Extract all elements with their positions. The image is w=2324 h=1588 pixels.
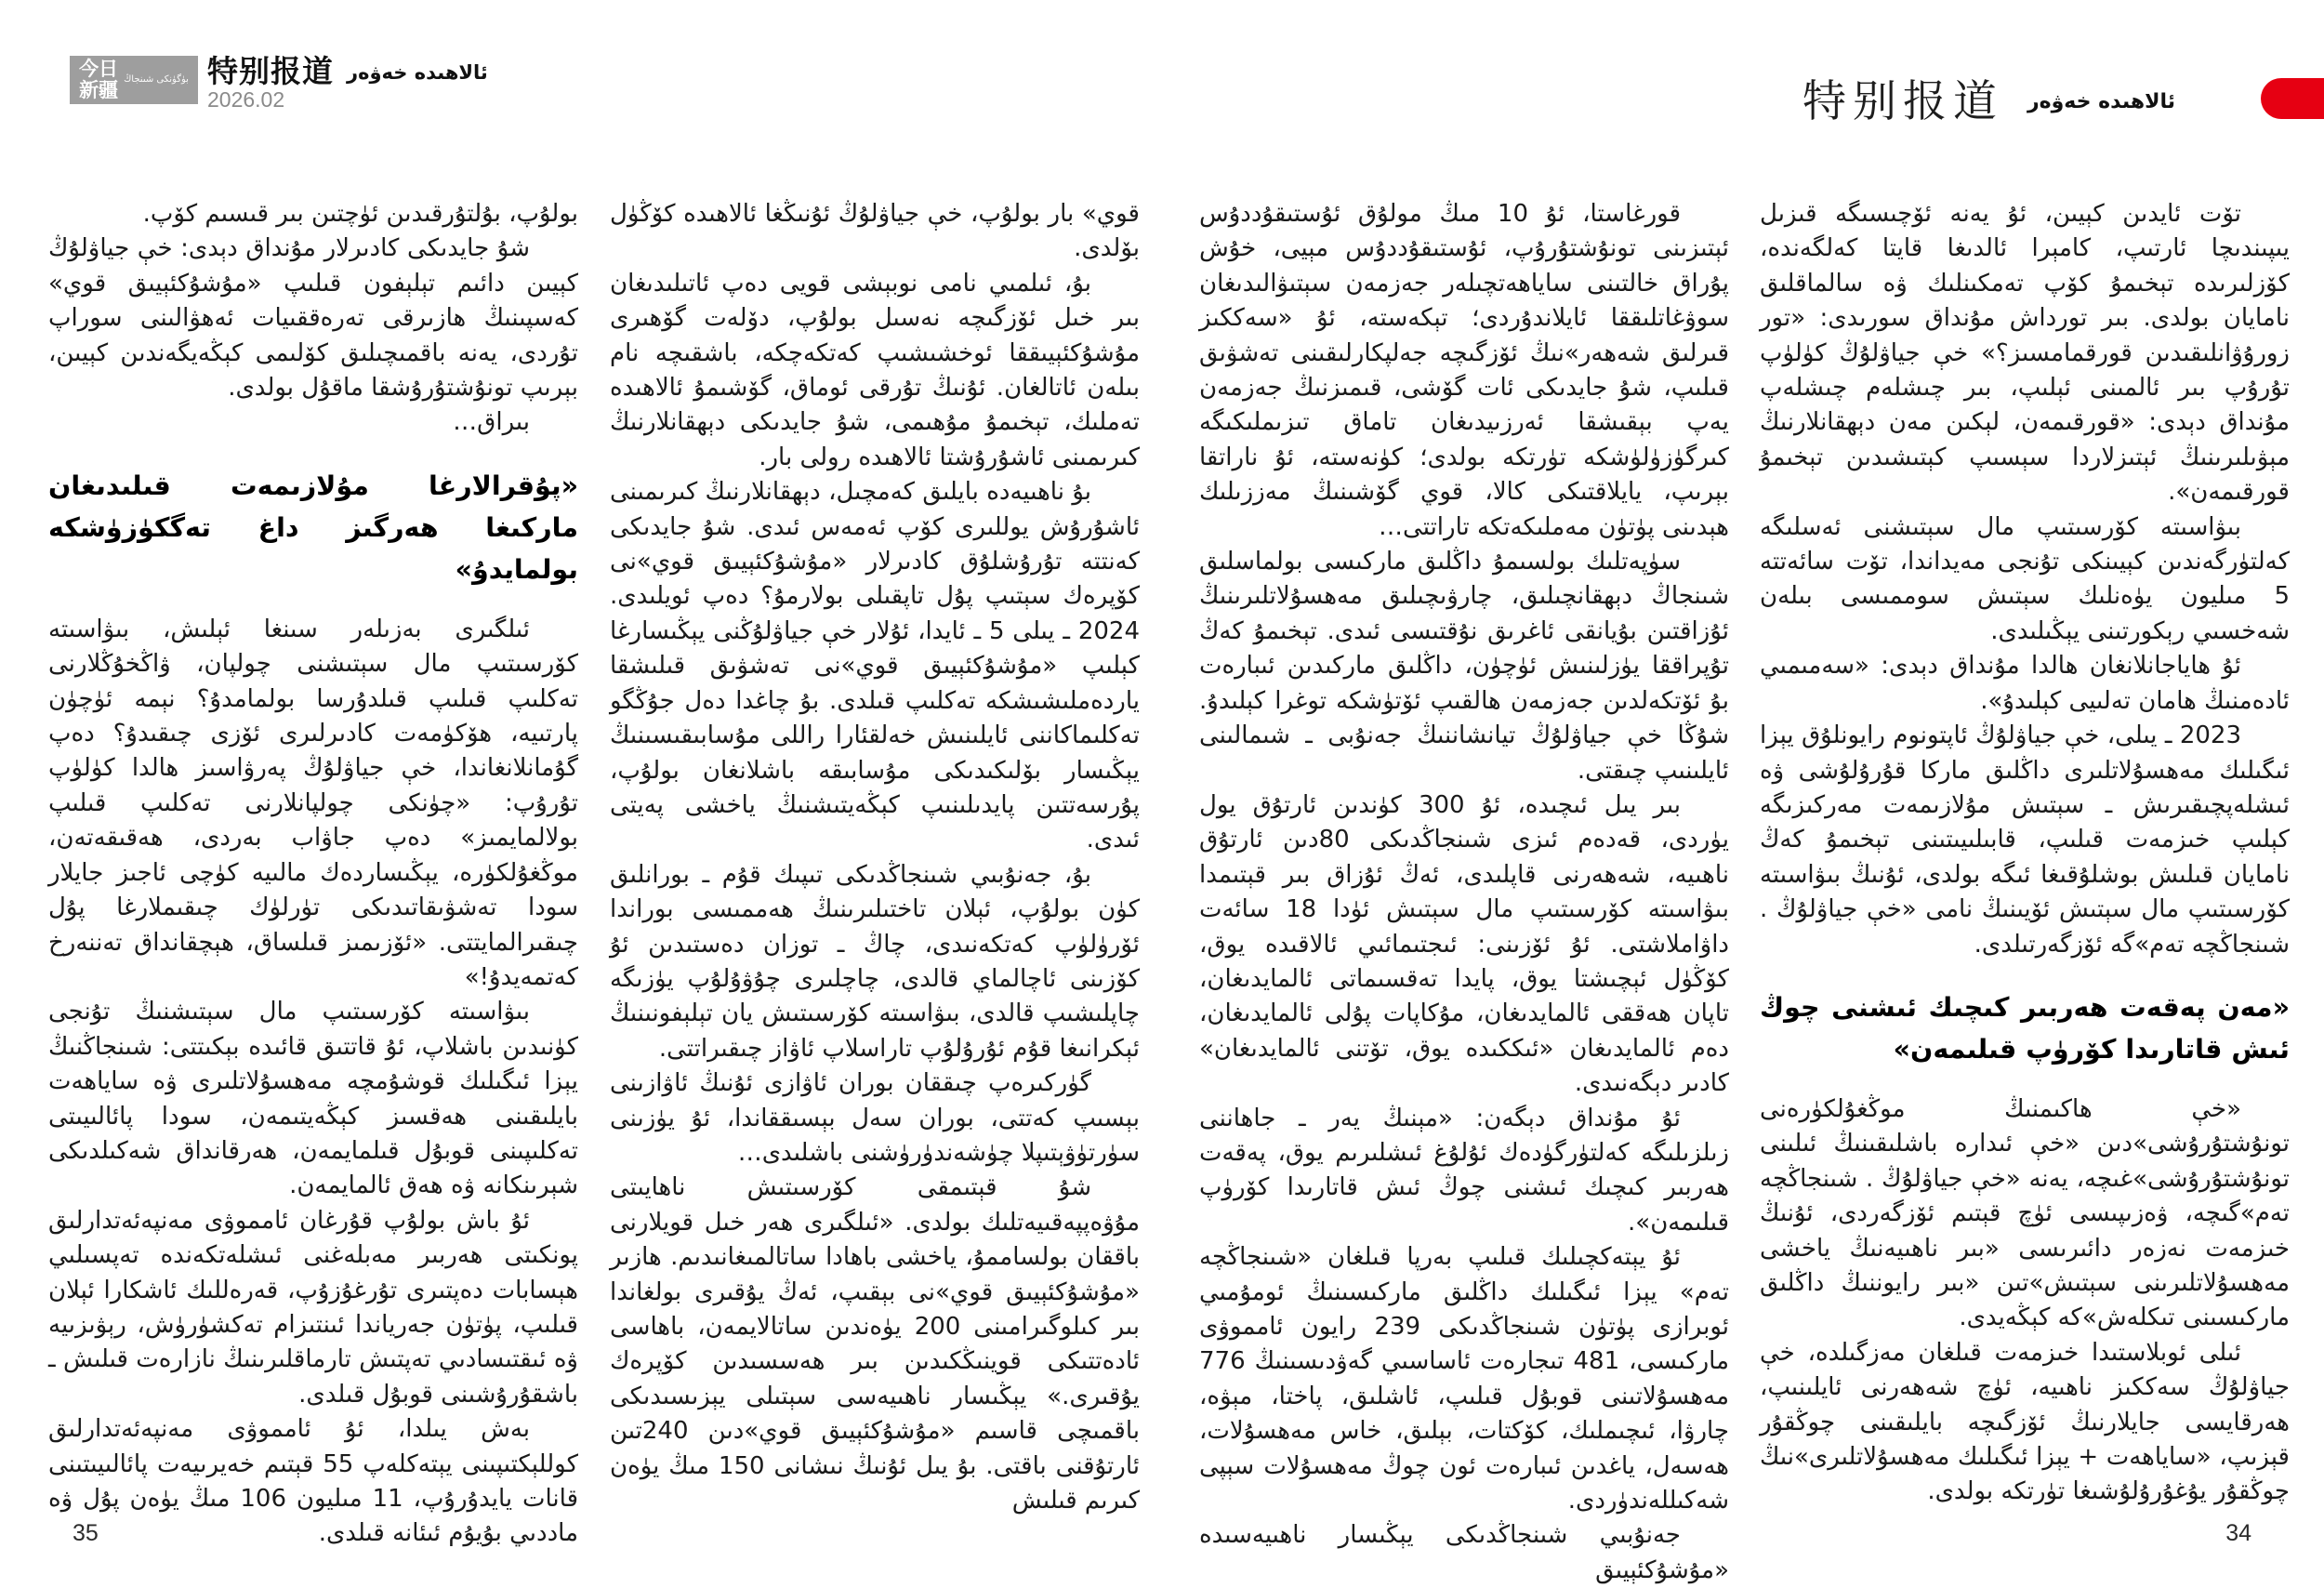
paragraph: بىۋاسىتە كۆرسىتىپ مال سېتىشنى ئەسلىگە كەلتۈرگەندىن كېيىنكى تۇنجى مەيداندا، تۆت سائەتتە 5 مىليون يۈەنلىك سېتىش سوممىسى بىلەن شەخسىي رېكورتىنى يېڭىلىدى. [1760, 512, 2290, 645]
header-left [70, 56, 488, 112]
paragraph: بۇ ناھىيەدە بايلىق كەمچىل، دېھقانلارنىڭ كىرىمىنى ئاشۇرۇش يوللىرى كۆپ ئەمەس ئىدى. شۇ جايدىكى كەنتتە تۇرۇشلۇق كادىرلار «مۇشۇكئېيىق قوي»نى كۆپرەك سېتىپ پۇل تاپقىلى بولارمۇ؟ دەپ ئويلىدى. 2024 ـ يىلى 5 ـ ئايدا، ئۇلار خې جياۋلۇڭنى يېڭىسارغا كېلىپ «مۇشۇكئېيىق قوي»نى تەشۋىق قىلىشقا ياردەملىشىشكە تەكلىپ قىلدى. بۇ چاغدا دەل جۇڭگو تەكلىماكاننى ئايلىنىش خەلقئارا راللى مۇسابىقىسىنىڭ يېڭىسار بۆلىكىدىكى مۇسابىقە باشلانغان بولۇپ، پۇرسەتتىن پايدىلىنىپ كېڭەيتىشنىڭ ياخشى پەيتى ئىدى. [610, 478, 1141, 854]
page-number-right: 34 [2225, 1520, 2251, 1546]
pull-quote-headline: «پۇقرالارغا مۇلازىمەت قىلىدىغان ماركىغا ھەرگىز داغ تەگكۈزۈشكە بولمايدۇ» [48, 470, 578, 585]
section-title-cn: 特别报道 [207, 54, 334, 88]
paragraph: بۇ، جەنۇبىي شىنجاڭدىكى تىپىك قۇم ـ بورانلىق كۈن بولۇپ، ئېلان تاختىلىرىنىڭ ھەممىسى بوراندا ئۆرۈلۈپ كەتكەنىدى، چاڭ ـ توزان دەستىدىن ئۇ كۆزىنى ئاچالماي قالدى، چاچلىرى چۇۋۇلۇپ يۈزىگە چاپلىشىپ قالدى، بىۋاسىتە كۆرسىتىش يان تېلېفونىنىڭ ئېكرانىغا قۇم ئۇرۇلۇپ تاراسلاپ ئاۋاز چىقىراتتى. [610, 860, 1140, 1063]
paragraph: قورغاستا، ئۇ 10 مىڭ مولۇق ئۇستىقۇددۇس ئېتىزىنى تونۇشتۇرۇپ، ئۇستىقۇددۇس مېيى، خۇش پۇراق خالتىنى ساياھەتچىلەر جەزمەن سېتىۋالىدىغان سوۋغاتلىققا ئايلاندۇردى؛ تېكەستە، ئۇ «سەككىز قىرلىق شەھەر»نىڭ ئۆزگىچە جەلپكارلىقىنى تەشۋىق قىلىپ، شۇ جايدىكى ئات گۆشى، قىمىزنىڭ جەزمەن يەپ بېقىشقا ئەرزىيدىغان تاماق تىزىملىكىگە كىرگۈزۈلۈشكە تۈرتكە بولدى؛ كۈنەستە، ئۇ ناراتقا بېرىپ، يايلاقتىكى كالا، قوي گۆشىنىڭ مەززىلىك ھېدىنى پۈتۈن مەملىكەتكە تاراتتى… [1199, 200, 1729, 541]
paragraph: بىراق… [453, 408, 530, 437]
paragraph: ئۇ مۇنداق دېگەن: «مېنىڭ يەر ـ جاھاننى زىلزىلىگە كەلتۈرگۈدەك ئۇلۇغ ئىشلىرىم يوق، پەقەت ھەربىر كىچىك ئىشنى چوڭ ئىش قاتارىدا كۆرۈپ قىلىمەن». [1199, 1104, 1729, 1237]
page-number-left: 35 [73, 1520, 99, 1546]
paragraph: بەش يىلدا، ئۇ ئامموۋى مەنپەئەتدارلىق كوللېكتىپىنى يېتەكلەپ 55 قېتىم خەيرىيەت پائالىيىتىنى قانات يايدۇرۇپ، 11 مىليون 106 مىڭ يۈەن پۇل ۋە ماددىي بۇيۇم ئىئانە قىلدى. [48, 1415, 579, 1548]
section-title-ug-right: ئالاھىدە خەۋەر [2027, 90, 2175, 113]
paragraph: تۆت ئايدىن كېيىن، ئۇ يەنە ئۆچىسىگە قىزىل يىپىندىچا ئارتىپ، كامېرا ئالدىغا قايتا كەلگەندە، كۆزلىرىدە تېخىمۇ كۆپ تەمكىنلىك ۋە سالماقلىق نامايان بولدى. بىر تورداش مۇنداق سورىدى: «تور زورۇۋانلىقىدىن قورقمامسىز؟» خې جياۋلۇڭ كۈلۈپ تۇرۇپ بىر ئالمىنى ئېلىپ، بىر چىشلەم چىشلەپ مۇنداق دېدى: «قورقىمەن، لېكىن مەن دېھقانلارنىڭ مېۋىلىرىنىڭ ئېتىزلاردا سېسىپ كېتىشىدىن تېخىمۇ قورقىمەن». [1760, 200, 2290, 507]
section-title-ug: ئالاھىدە خەۋەر [347, 61, 488, 84]
paragraph: 2023 ـ يىلى، خې جياۋلۇڭ ئاپتونوم رايونلۇق يېزا ئىگىلىك مەھسۇلاتلىرى داڭلىق ماركا قۇرۇلۇشى ۋە ئىشلەپچىقىرىش ـ سېتىش مۇلازىمەت مەركىزىگە كېلىپ خىزمەت قىلىپ، قابىلىيىتىنى تېخىمۇ كەڭ نامايان قىلىش بوشلۇقىغا ئىگە بولدى، ئۇنىڭ بىۋاسىتە كۆرسىتىپ مال سېتىش ئۆيىنىڭ نامى «خې جياۋلۇڭ . شىنجاڭچە تەم»گە ئۆزگەرتىلدى. [1760, 721, 2290, 959]
paragraph: ئىلگىرى بەزىلەر سىنغا ئېلىش، بىۋاسىتە كۆرسىتىپ مال سېتىشنى چولپان، ۋاڭخۇڭلارنى تەكلىپ قىلىپ قىلدۇرسا بولمامدۇ؟ نېمە ئۈچۈن پارتىيە، ھۆكۈمەت كادىرلىرى ئۆزى چىقىدۇ؟ دەپ گۇمانلانغاندا، خې جياۋلۇڭ پەرۋاسىز ھالدا كۈلۈپ تۇرۇپ: «چۈنكى چولپانلارنى تەكلىپ قىلىپ بولالمايمىز» دەپ جاۋاب بەردى، ھەقىقەتەن، موڭغۇلكۈرە، يېڭىساردەك مالىيە كۈچى ئاجىز جايلار سودا تەشۋىقاتىدىكى تۈرلۈك چىقىملارغا پۇل چىقىرالمايتتى. «ئۆزىمىز قىلساق، ھېچقانداق تەننەرخ كەتمەيدۇ!» [48, 615, 578, 991]
header-right [1802, 67, 2175, 129]
paragraph: شۇ جايدىكى كادىرلار مۇنداق دېدى: خې جياۋلۇڭ كېيىن دائىم تېلېفون قىلىپ «مۇشۇكئېيىق قوي» كەسپىنىڭ ھازىرقى تەرەققىيات ئەھۋالىنى سوراپ تۇردى، يەنە باقمىچىلىق كۆلىمى كېڭەيگەندىن كېيىن، بېرىپ تونۇشتۇرۇشقا ماقۇل بولدى. [48, 234, 578, 403]
red-corner-tab [2261, 78, 2324, 119]
paragraph: ئىلى ئوبلاستىدا خىزمەت قىلغان مەزگىلدە، خې جياۋلۇڭ سەككىز ناھىيە، ئۈچ شەھەرنى ئايلىنىپ، ھەرقايسى جايلارنىڭ ئۆزگىچە بايلىقىنى چوڭقۇر قېزىپ، «ساياھەت + يېزا ئىگىلىك مەھسۇلاتلىرى»نىڭ چوڭقۇر يۇغۇرۇلۇشىغا تۈرتكە بولدى. [1760, 1338, 2290, 1506]
paragraph: بىۋاسىتە كۆرسىتىپ مال سېتىشنىڭ تۇنجى كۈنىدىن باشلاپ، ئۇ قاتتىق قائىدە بېكىتتى: شىنجاڭنىڭ يېزا ئىگىلىك قوشۇمچە مەھسۇلاتلىرى ۋە ساياھەت بايلىقىنى ھەقسىز كېڭەيتىمەن، سودا پائالىيىتى تەكلىپىنى قوبۇل قىلمايمەن، ھەرقانداق شەكىلدىكى شېرىنكانە ۋە ھەق ئالمايمەن. [48, 998, 578, 1200]
text-column-4 [1760, 197, 2290, 1510]
paragraph: بۇ، ئىلمىي نامى نوبېشى قويى دەپ ئاتىلىدىغان بىر خىل ئۆزگىچە نەسىل بولۇپ، دۆلەت گۆھىرى مۇشۇكئېيىققا ئوخشىشىپ كەتكەچكە، باشقىچە نام بىلەن ئاتالغان. ئۇنىڭ تۇرقى ئوماق، گۆشىمۇ ئالاھىدە تەملىك، تېخىمۇ مۇھىمى، شۇ جايدىكى دېھقانلارنىڭ كىرىمىنى ئاشۇرۇشتا ئالاھىدە رولى بار. [610, 269, 1140, 471]
magazine-logo [70, 56, 198, 104]
issue-date: 2026.02 [207, 87, 285, 112]
logo-chinese-text: 今日 新疆 [79, 59, 119, 101]
paragraph: شۇ قېتىمقى كۆرسىتىش ناھايىتى مۇۋەپپەقىيەتلىك بولدى. «ئىلگىرى ھەر خىل قويلارنى باققان بولساممۇ، ياخشى باھادا ساتالمىغانىدىم. ھازىر «مۇشۇكئېيىق قوي»نى بېقىپ، ئەڭ يۇقىرى بولغاندا بىر كىلوگىرامىنى 200 يۈەندىن ساتالايمەن، باھاسى ئادەتتىكى قوينىڭكىدىن بىر ھەسسىدىن كۆپرەك يۇقىرى.» يېڭىسار ناھىيەسى سېتىلى يېزىسىدىكى باقمىچى قاسىم «مۇشۇكئېيىق قوي»دىن 240تىن ئارتۇقنى باقتى. بۇ يىل ئۇنىڭ نىشانى 150 مىڭ يۈەن كىرىم قىلىش [610, 1173, 1140, 1515]
text-column-1 [48, 197, 578, 1552]
paragraph: گۈركىرەپ چىققان بوران ئاۋازى ئۇنىڭ ئاۋازىنى بېسىپ كەتتى، بوران سەل بېسىققاندا، ئۇ يۈزىنى سۈرتۈۋېتىپلا چۈشەندۈرۈشنى باشلىدى… [610, 1069, 1140, 1167]
text-column-3 [1199, 197, 1729, 1588]
paragraph: ئۇ يېتەكچىلىك قىلىپ بەرپا قىلغان «شىنجاڭچە تەم» يېزا ئىگىلىك داڭلىق ماركىسىنىڭ ئومۇمىي ئوبرازى پۈتۈن شىنجاڭدىكى 239 رايون ئامموۋى ماركىسى، 481 تىجارەت ئاساسىي گەۋدىسىنىڭ 776 مەھسۇلاتىنى قوبۇل قىلىپ، ئاشلىق، پاختا، مېۋە، چارۋا، ئىچىملىك، كۆكتات، بېلىق، خاس مەھسۇلات، ھەسەل، ياغدىن ئىبارەت ئون چوڭ مەھسۇلات سېپى شەكىللەندۈردى. [1199, 1243, 1730, 1515]
section-title-cn-right: 特别报道 [1802, 76, 2003, 127]
paragraph: بولۇپ، بۇلتۇرقىدىن ئۈچتىن بىر قىسىم كۆپ. [142, 200, 578, 228]
paragraph: بىر يىل ئىچىدە، ئۇ 300 كۈندىن ئارتۇق يول يۈردى، قەدەم ئىزى شىنجاڭدىكى 80دىن ئارتۇق ناھىيە، شەھەرنى قاپلىدى، ئەڭ ئۇزاق بىر قېتىمدا بىۋاسىتە كۆرسىتىپ مال سېتىش ئۈدا 18 سائەت داۋاملاشتى. ئۇ ئۆزىنى: ئىجتىمائىي ئالاقىدە يوق، كۆڭۈل ئېچىشتا يوق، پايدا تەقسىماتى ئالمايدىغان، تاپان ھەققى ئالمايدىغان، مۇكاپات پۇلى ئالمايدىغان، دەم ئالمايدىغان «ئىككىدە يوق، تۆتنى ئالمايدىغان» كادىر دېگەنىدى. [1199, 790, 1729, 1098]
paragraph: ئۇ باش بولۇپ قۇرغان ئامموۋى مەنپەئەتدارلىق پونكىتى ھەربىر مەبلەغنى ئىشلەتكەندە تەپسىلىي ھېسابات دەپتىرى تۇرغۇزۇپ، قەرەللىك ئاشكارا ئېلان قىلىپ، پۈتۈن جەرياندا ئىنتىزام تەكشۈرۈش، رېۋىزىيە ۋە ئىقتىسادىي تەپتىش تارماقلىرىنىڭ نازارەت قىلىش ـ باشقۇرۇشىنى قوبۇل قىلدى. [48, 1206, 578, 1409]
paragraph: ئۇ ھاياجانلانغان ھالدا مۇنداق دېدى: «سەمىمىي ئادەمنىڭ ھامان تەلىيى كېلىدۇ». [1760, 652, 2290, 715]
paragraph: «خې ھاكىمنىڭ موڭغۇلكۈرەنى تونۇشتۇرۇشى»دىن «خې ئىدارە باشلىقىنىڭ ئىلىنى تونۇشتۇرۇشى»غىچە، يەنە «خې جياۋلۇڭ . شىنجاڭچە تەم»گىچە، ۋەزىپىسى ئۈچ قېتىم ئۆزگەردى، ئۇنىڭ خىزمەت نەزەر دائىرىسى «بىر ناھىيەنىڭ ياخشى مەھسۇلاتلىرىنى سېتىش»تىن «بىر رايوننىڭ داڭلىق ماركىسىنى تىكلەش»كە كېڭەيدى. [1760, 1094, 2290, 1332]
paragraph: جەنۇبىي شىنجاڭدىكى يېڭىسار ناھىيەسىدە «مۇشۇكئېيىق [1199, 1521, 1729, 1584]
paragraph: سۈپەتلىك بولسىمۇ داڭلىق ماركىسى بولماسلىق شىنجاڭ دېھقانچىلىق، چارۋىچىلىق مەھسۇلاتلىرىنىڭ ئۇزاقتىن بۇيانقى ئاغرىق نۇقتىسى ئىدى. تېخىمۇ كەڭ تۇپراققا يۈزلىنىش ئۈچۈن، داڭلىق ماركىدىن ئىبارەت بۇ ئۆتكەلدىن جەزمەن ھالقىپ ئۆتۈشكە توغرا كېلىدۇ. شۇڭا خې جياۋلۇڭ تيانشاننىڭ جەنۇبى ـ شىمالىنى ئايلىنىپ چىقتى. [1199, 548, 1729, 785]
text-column-2 [610, 197, 1140, 1518]
section-title-left [207, 56, 334, 112]
logo-uyghur-text: بۈگۈنكى شىنجاڭ [124, 74, 189, 85]
pull-quote-headline: «مەن پەقەت ھەربىر كىچىك ئىشنى چوڭ ئىش قاتارىدا كۆرۈپ قىلىمەن» [1760, 991, 2290, 1065]
paragraph: قوي» بار بولۇپ، خې جياۋلۇڭ ئۇنىڭغا ئالاھىدە كۆڭۈل بۆلدى. [610, 200, 1140, 263]
